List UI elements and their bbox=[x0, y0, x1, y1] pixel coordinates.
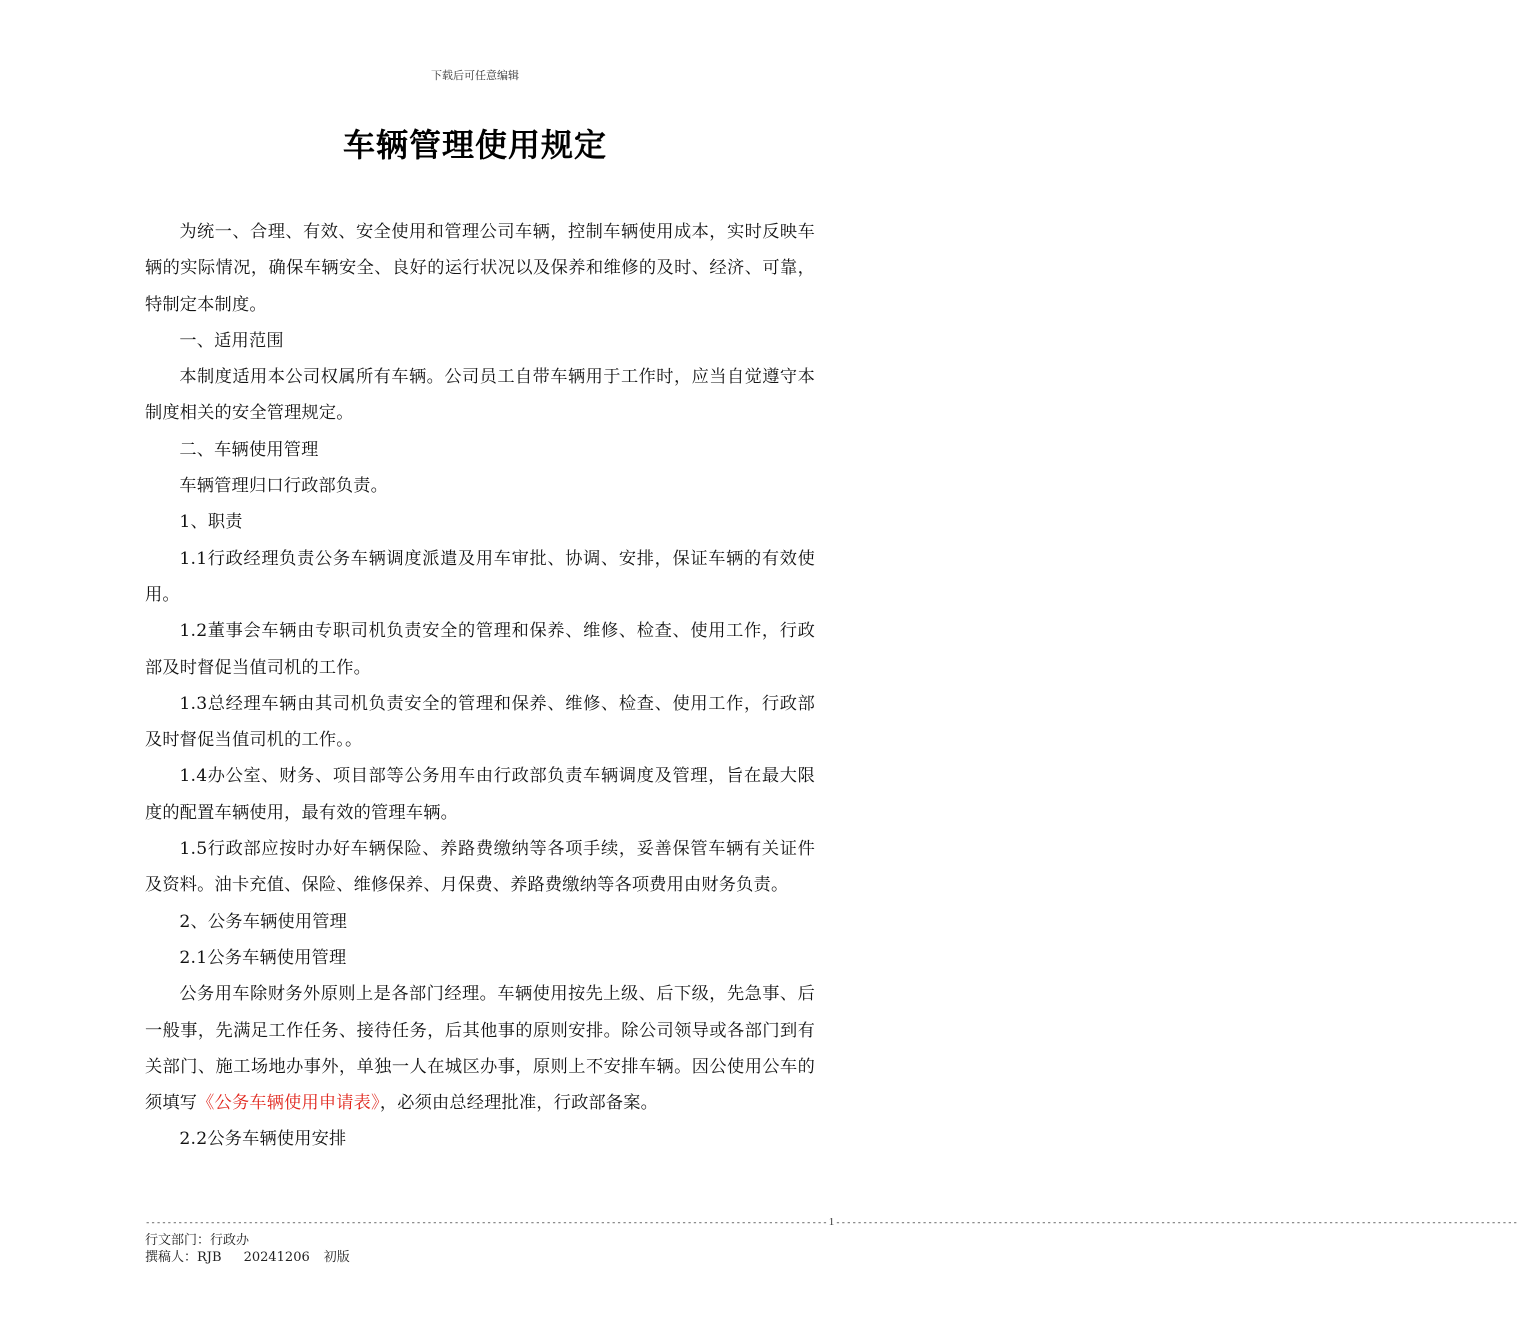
heading-vehicle-use: 二、车辆使用管理 bbox=[179, 439, 319, 460]
paragraph-duty-1-2: 1.2董事会车辆由专职司机负责安全的管理和保养、维修、检查、使用工作，行政部及时督促当值司机的工作。 bbox=[145, 621, 815, 678]
footer-version: 初版 bbox=[323, 1250, 350, 1265]
paragraph-2-1-detail bbox=[145, 976, 815, 1121]
application-form-reference: 《公务车辆使用申请表》 bbox=[197, 1093, 380, 1114]
heading-duties: 1、职责 bbox=[179, 512, 243, 533]
paragraph-duty-1-3: 1.3总经理车辆由其司机负责安全的管理和保养、维修、检查、使用工作，行政部及时督促当值司机的工作。。 bbox=[145, 693, 815, 751]
header-note: 下载后可任意编辑 bbox=[431, 69, 519, 82]
document-body bbox=[145, 214, 815, 1158]
paragraph-duty-1-4: 1.4办公室、财务、项目部等公务用车由行政部负责车辆调度及管理，旨在最大限度的配置车辆使用，最有效的管理车辆。 bbox=[145, 766, 815, 823]
heading-2-1: 2.1公务车辆使用管理 bbox=[179, 947, 347, 968]
heading-official-vehicle: 2、公务车辆使用管理 bbox=[179, 911, 348, 932]
paragraph-duty-1-5: 1.5行政部应按时办好车辆保险、养路费缴纳等各项手续，妥善保管车辆有关证件及资料。油卡充值、保险、维修保养、月保费、养路费缴纳等各项费用由财务负责。 bbox=[145, 839, 815, 896]
footer-dashes-right: ------------------------------------------------------------------------------------------------------------------------------ bbox=[835, 1218, 1518, 1228]
footer-author-line bbox=[145, 1249, 350, 1266]
page-number: 1 bbox=[828, 1216, 835, 1228]
paragraph-2-1-tail: ，必须由总经理批准，行政部备案。 bbox=[379, 1093, 659, 1114]
paragraph-duty-1-1: 1.1行政经理负责公务车辆调度派遣及用车审批、协调、安排，保证车辆的有效使用。 bbox=[145, 548, 815, 605]
footer-info bbox=[145, 1232, 350, 1266]
paragraph-responsible-dept: 车辆管理归口行政部负责。 bbox=[179, 476, 389, 497]
footer-dept-value: 行政办 bbox=[210, 1233, 250, 1248]
footer-dept-label: 行文部门： bbox=[145, 1233, 211, 1248]
footer-dashes-left: ------------------------------------------------------------------------------------------------------------------------------ bbox=[145, 1218, 828, 1228]
footer-divider bbox=[145, 1216, 1518, 1228]
document-title: 车辆管理使用规定 bbox=[342, 126, 607, 164]
heading-2-2: 2.2公务车辆使用安排 bbox=[179, 1129, 347, 1150]
paragraph-intro: 为统一、合理、有效、安全使用和管理公司车辆，控制车辆使用成本，实时反映车辆的实际情况，确保车辆安全、良好的运行状况以及保养和维修的及时、经济、可靠，特制定本制度。 bbox=[145, 222, 815, 315]
heading-scope: 一、适用范围 bbox=[179, 330, 284, 351]
footer-author-label: 撰稿人： bbox=[145, 1250, 198, 1265]
footer-date: 20241206 bbox=[243, 1250, 310, 1265]
footer-dept-line bbox=[145, 1232, 350, 1249]
paragraph-scope: 本制度适用本公司权属所有车辆。公司员工自带车辆用于工作时，应当自觉遵守本制度相关的安全管理规定。 bbox=[145, 367, 815, 424]
paragraph-2-1-text: 公务用车除财务外原则上是各部门经理。车辆使用按先上级、后下级，先急事、后一般事，先满足工作任务、接待任务，后其他事的原则安排。除公司领导或各部门到有关部门、施工场地办事外，单独一人在城区办事，原则上不安排车辆。因公使用公车的须填写 bbox=[145, 984, 815, 1114]
footer-author-value: RJB bbox=[197, 1250, 222, 1265]
